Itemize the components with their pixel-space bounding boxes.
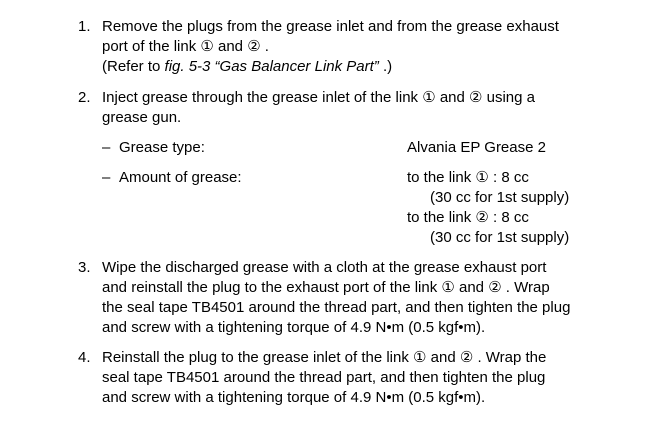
step-text-line: Remove the plugs from the grease inlet and from the grease exhaust — [102, 18, 559, 35]
spec-value: (30 cc for 1st supply) — [430, 189, 570, 206]
step-text-line: port of the link ① and ② . — [102, 38, 269, 55]
spec-value: (30 cc for 1st supply) — [430, 229, 570, 246]
spec-value: Alvania EP Grease 2 — [407, 139, 546, 156]
spec-label: Grease type: — [119, 139, 205, 156]
spec-value: to the link ① : 8 cc — [407, 169, 529, 186]
step-text-line: and reinstall the plug to the exhaust port of the link ① and ② . Wrap — [102, 279, 550, 296]
step-text-line: Reinstall the plug to the grease inlet of the link ① and ② . Wrap the — [102, 349, 547, 366]
reference-prefix: (Refer to — [102, 58, 165, 75]
step-number: 1. — [78, 18, 91, 35]
figure-reference — [102, 57, 392, 77]
step-text-line: the seal tape TB4501 around the thread part, and then tighten the plug — [102, 299, 571, 316]
reference-figure: fig. 5-3 “Gas Balancer Link Part” — [164, 58, 379, 75]
step-number: 4. — [78, 349, 91, 366]
step-text-line: Wipe the discharged grease with a cloth at the grease exhaust port — [102, 259, 547, 276]
spec-value: to the link ② : 8 cc — [407, 209, 529, 226]
spec-dash: – — [102, 139, 111, 156]
spec-dash: – — [102, 169, 111, 186]
step-text-line: grease gun. — [102, 109, 182, 126]
spec-label: Amount of grease: — [119, 169, 242, 186]
step-number: 3. — [78, 259, 91, 276]
step-text-line: and screw with a tightening torque of 4.9 N•m (0.5 kgf•m). — [102, 319, 486, 336]
step-number: 2. — [78, 89, 91, 106]
reference-suffix: .) — [378, 58, 393, 75]
step-text-line: Inject grease through the grease inlet of the link ① and ② using a — [102, 89, 535, 106]
step-text-line: and screw with a tightening torque of 4.9 N•m (0.5 kgf•m). — [102, 389, 486, 406]
step-text-line: seal tape TB4501 around the thread part, and then tighten the plug — [102, 369, 546, 386]
